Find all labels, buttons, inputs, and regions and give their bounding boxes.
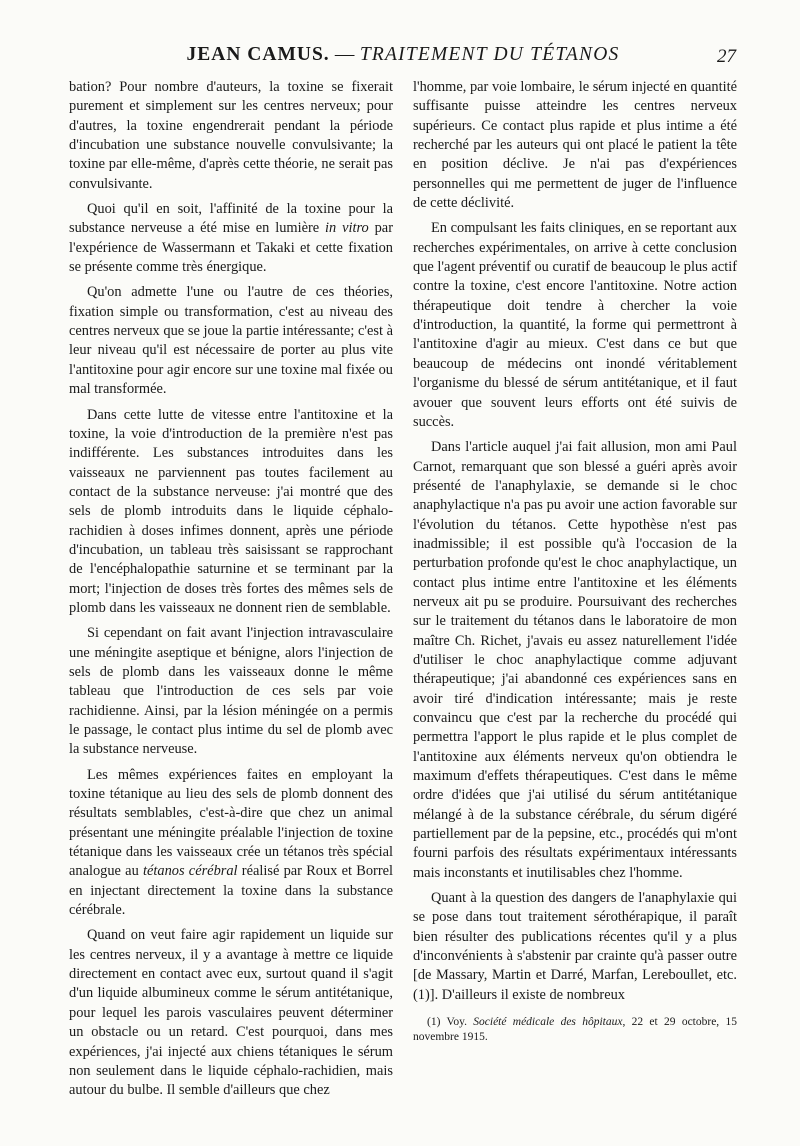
paragraph: bation? Pour nombre d'auteurs, la toxine se fixerait purement et simplement sur les centres nerveux; pour d'autres, la toxine engendrerait pendant la période d'incubation une substance nouvelle convulsivante; la toxine par elle-même, d'après cette théorie, ne serait pas convulsivante. — [69, 79, 393, 192]
running-header — [70, 44, 736, 74]
paragraph: Dans cette lutte de vitesse entre l'antitoxine et la toxine, la voie d'introduction de la première n'est pas indifférente. Les substances introduites dans les vaisseaux ne parviennent pas toutes facilement au contact de la substance nerveuse: j'ai montré que des sels de plomb introduits dans le liquide céphalo-rachidien à doses infimes donnent, après une période d'incubation, un tableau très saisissant se rapprochant de l'encéphalopathie saturnine et se terminant par la mort; l'injection de doses très fortes des mêmes sels de plomb dans les vaisseaux ne donnent rien de semblable. — [69, 406, 393, 616]
header-separator: — — [334, 44, 355, 65]
paragraph: Si cependant on fait avant l'injection intravasculaire une méningite aseptique et bénigne, alors l'injection de sels de plomb dans les vaisseaux donne le même tableau que l'introduction de ces sels par voie rachidienne. Ainsi, par la lésion méningée on a permis le passage, le contact plus intime du sel de plomb avec la substance nerveuse. — [69, 625, 393, 758]
left-column — [69, 78, 393, 1107]
paragraph: En compulsant les faits cliniques, en se reportant aux recherches expérimentales, on arrive à cette conclusion que l'agent préventif ou curatif de beaucoup le plus actif contre la toxine, c'est encore l'antitoxine. Notre action thérapeutique doit tendre à chercher la voie d'introduction, la quantité, la forme qui permettront à l'antitoxine d'agir au mieux. C'est dans ce but que beaucoup de médecins ont inondé véritablement l'organisme du blessé de sérum antitétanique, et il faut avouer que souvent leurs efforts ont été suivis de succès. — [413, 220, 737, 430]
paragraph: Dans l'article auquel j'ai fait allusion, mon ami Paul Carnot, remarquant que son blessé a guéri après avoir présenté de l'anaphylaxie, se demande si le choc anaphylactique n'a pas pu avoir une action favorable sur l'évolution du tétanos. Cette hypothèse n'est pas inadmissible; il est possible qu'à l'occasion de la perturbation profonde qu'est le choc anaphylactique, un contact plus intime entre l'antitoxine et les éléments nerveux ait pu se produire. Poursuivant des recherches sur le traitement du tétanos dans le laboratoire de mon maître Ch. Richet, j'avais eu assez naturellement l'idée d'utiliser le choc anaphylactique comme adjuvant thérapeutique; j'ai abandonné ces expériences sans en avoir tiré d'indication intéressante; mais je reste convaincu que c'est par la recherche du procédé qui permettra l'apport le plus rapide et le plus complet de l'antitoxine aux éléments nerveux qu'on obtiendra le maximum d'effets thérapeutiques. C'est dans le même ordre d'idées que j'ai utilisé du sérum antitétanique mélangé à de la substance cérébrale, du sérum digéré partiellement par de la pepsine, etc., procédés qui m'ont fourni parfois des résultats expérimentaux intéressants mais inconstants et inutilisables chez l'homme. — [413, 439, 737, 881]
paragraph: Quant à la question des dangers de l'anaphylaxie qui se pose dans tout traitement sérothérapique, il paraît bien résulter des publications récentes qu'il y a plus d'inconvénients à s'abstenir par crainte qu'à passer outre [de Massary, Martin et Darré, Marfan, Lereboullet, etc. (1)]. D'ailleurs il existe de nombreux — [413, 890, 737, 1003]
footnote: (1) Voy. Société médicale des hôpitaux, 22 et 29 octobre, 15 novembre 1915. — [413, 1016, 737, 1044]
paragraph: l'homme, par voie lombaire, le sérum injecté en quantité suffisante puisse atteindre les centres nerveux supérieurs. Ce contact plus rapide et plus intime a été recherché par les auteurs qui ont placé le patient la tête en position déclive. Je n'ai pas d'expériences personnelles qui me permettent de juger de l'influence de cette déclivité. — [413, 79, 737, 212]
header-work-title: TRAITEMENT DU TÉTANOS — [359, 44, 620, 65]
header-title — [70, 44, 736, 66]
right-column — [413, 78, 737, 1051]
paragraph: Qu'on admette l'une ou l'autre de ces théories, fixation simple ou transformation, c'est au niveau des centres nerveux que se joue la partie intéressante; c'est à leur niveau qu'il est nécessaire de porter au plus vite l'antitoxine pour agir encore sur une toxine mal fixée ou mal transformée. — [69, 284, 393, 398]
header-author: JEAN CAMUS. — [186, 44, 330, 65]
page-number: 27 — [717, 46, 736, 67]
paragraph: Quoi qu'il en soit, l'affinité de la toxine pour la substance nerveuse a été mise en lumière in vitro par l'expérience de Wassermann et Takaki et cette fixation se présente comme très énergique. — [69, 201, 393, 276]
paragraph: Quand on veut faire agir rapidement un liquide sur les centres nerveux, il y a avantage à mettre ce liquide directement en contact avec eux, surtout quand il s'agit d'un liquide albumineux comme le sérum antitétanique, pour lequel les parois vasculaires peuvent déterminer un obstacle ou un retard. C'est pourquoi, dans mes expériences, j'ai injecté aux chiens tétaniques le sérum non seulement dans le liquide céphalo-rachidien, mais autour du bulbe. Il semble d'ailleurs que chez — [69, 927, 393, 1099]
paragraph: Les mêmes expériences faites en employant la toxine tétanique au lieu des sels de plomb donnent des résultats semblables, c'est-à-dire que chez un animal présentant une méningite préalable l'injection de toxine tétanique dans les vaisseaux crée un tétanos très spécial analogue au tétanos cérébral réalisé par Roux et Borrel en injectant directement la toxine dans la substance cérébrale. — [69, 766, 393, 919]
